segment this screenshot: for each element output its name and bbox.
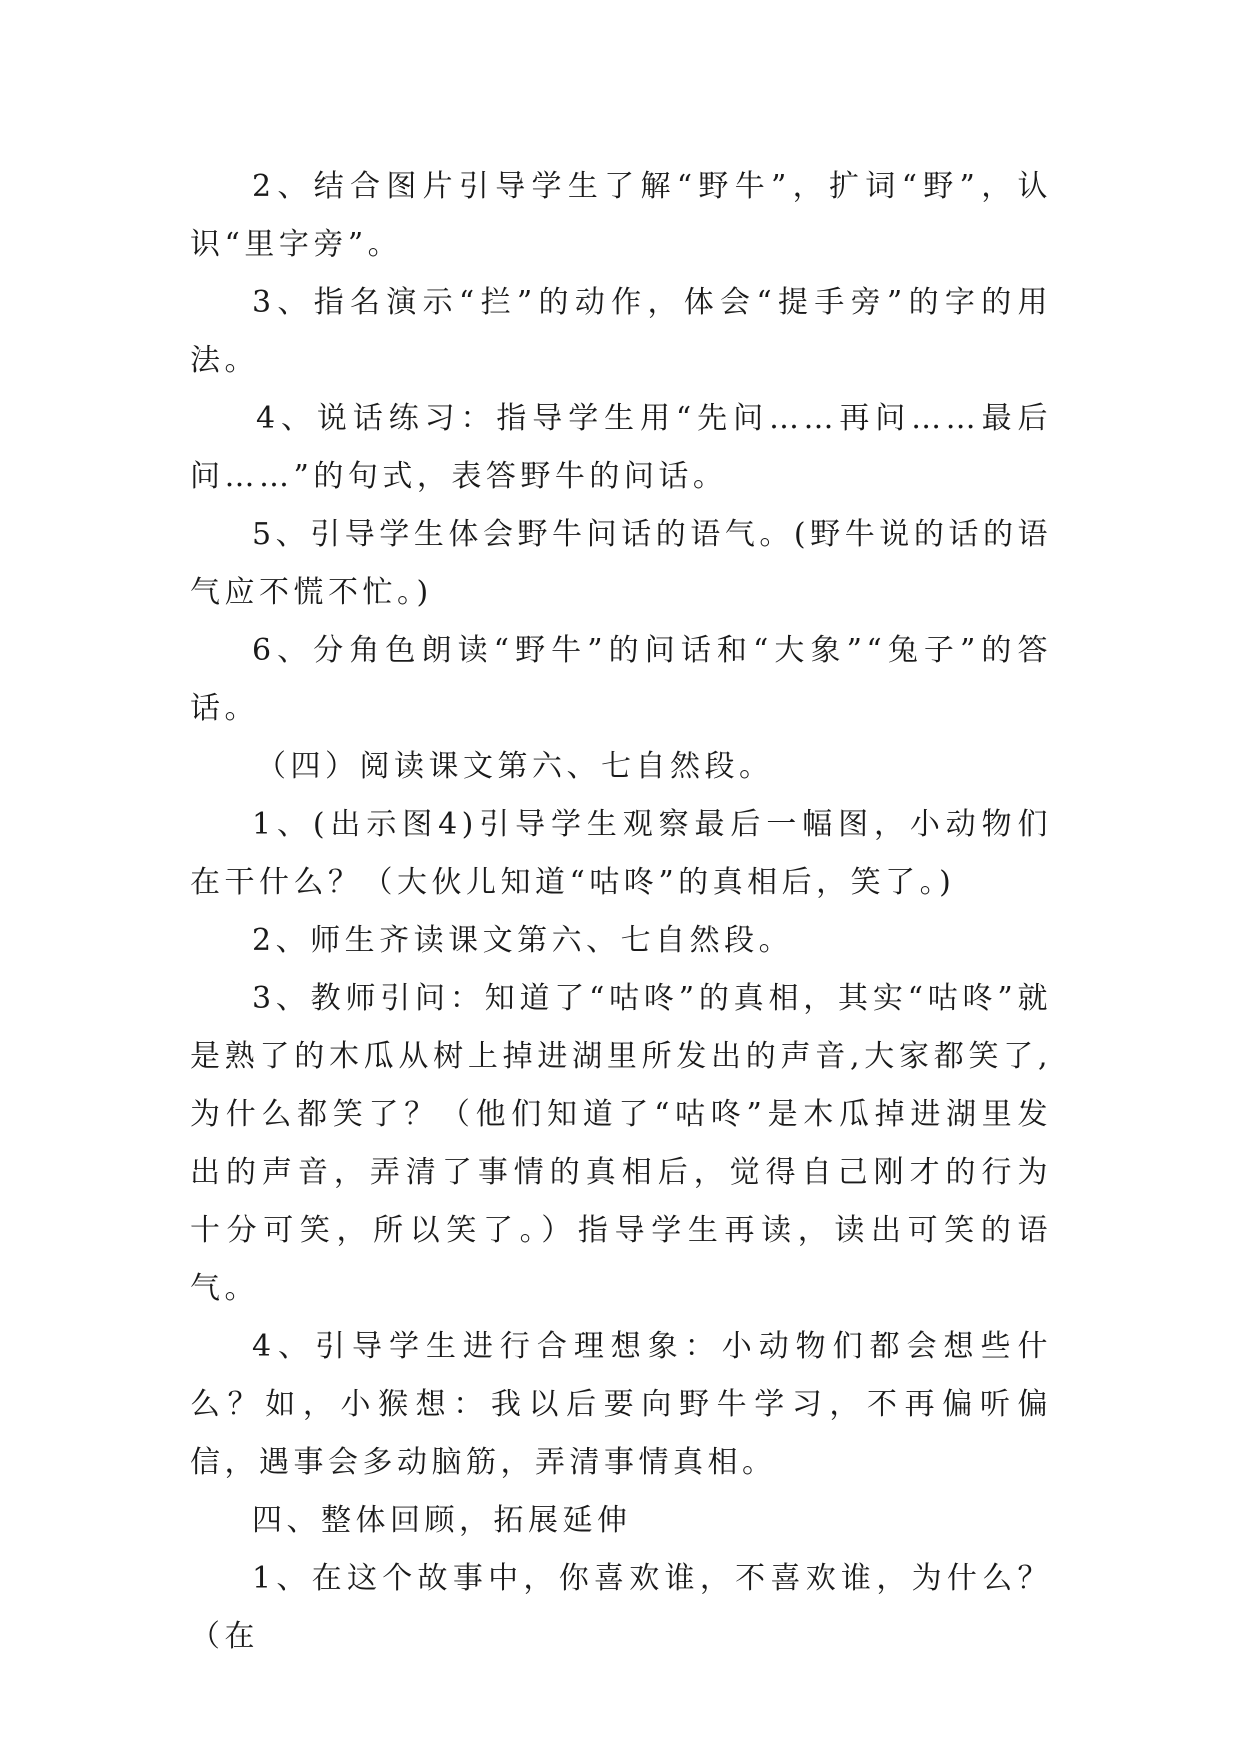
document-body [190,158,1052,1666]
section-heading-four: （四）阅读课文第六、七自然段。 [256,749,774,784]
paragraph-step-2: 2、结合图片引导学生了解“野牛”，扩词“野”，认识“里字旁”。 [190,169,1052,262]
paragraph-section4-step-2: 2、师生齐读课文第六、七自然段。 [252,923,794,958]
paragraph-section4-step-3: 3、教师引问：知道了“咕咚”的真相，其实“咕咚”就是熟了的木瓜从树上掉进湖里所发出的声音,大家都笑了,为什么都笑了？（他们知道了“咕咚”是木瓜掉进湖里发出的声音，弄清了事情的真相后，觉得自己刚才的行为十分可笑，所以笑了。）指导学生再读，读出可笑的语气。 [190,981,1052,1306]
paragraph-step-5: 5、引导学生体会野牛问话的语气。(野牛说的话的语气应不慌不忙。) [190,517,1052,610]
paragraph-review-step-1: 1、在这个故事中，你喜欢谁，不喜欢谁，为什么？（在 [190,1561,1052,1654]
paragraph-step-6: 6、分角色朗读“野牛”的问话和“大象”“兔子”的答话。 [190,633,1052,726]
paragraph-step-4: 4、说话练习：指导学生用“先问……再问……最后问……”的句式，表答野牛的问话。 [190,401,1052,494]
paragraph-section4-step-4: 4、引导学生进行合理想象：小动物们都会想些什么？如，小猴想：我以后要向野牛学习，不再偏听偏信，遇事会多动脑筋，弄清事情真相。 [190,1329,1052,1480]
section-heading-review: 四、整体回顾，拓展延伸 [252,1503,632,1538]
paragraph-section4-step-1: 1、(出示图4)引导学生观察最后一幅图，小动物们在干什么？（大伙儿知道“咕咚”的真相后，笑了。) [190,807,1052,900]
paragraph-step-3: 3、指名演示“拦”的动作，体会“提手旁”的字的用法。 [190,285,1052,378]
